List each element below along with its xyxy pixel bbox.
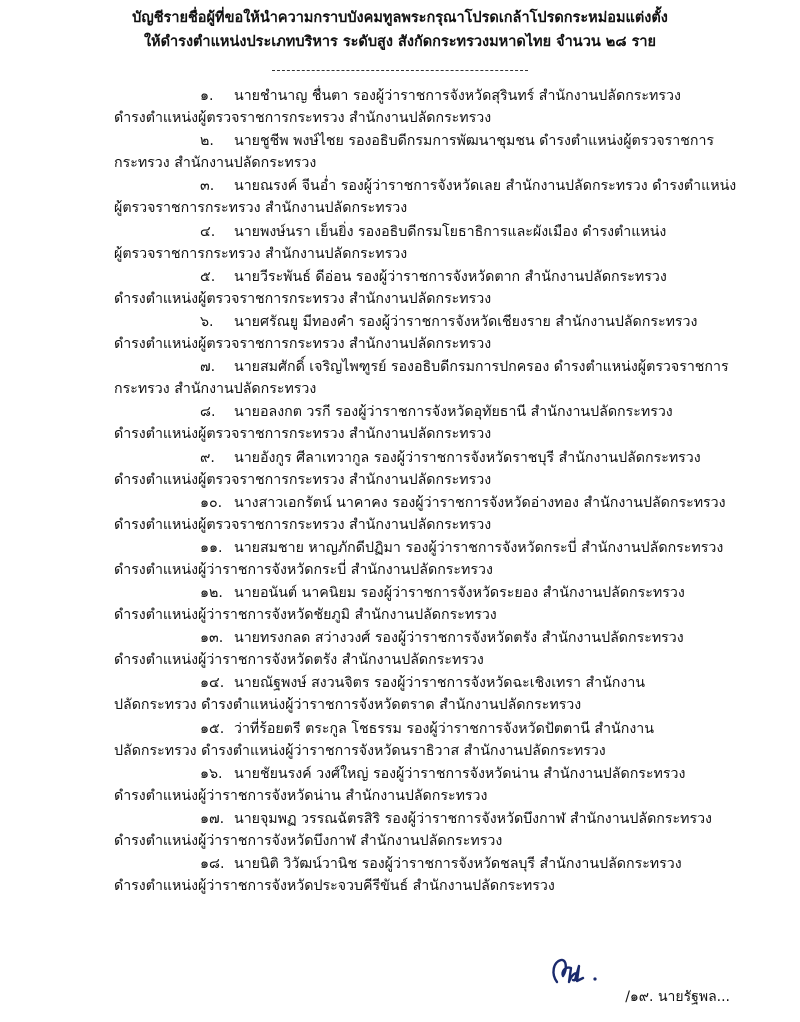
document-title-line-1: บัญชีรายชื่อผู้ที่ขอให้นำความกราบบังคมทูลพระกรุณาโปรดเกล้าโปรดกระหม่อมแต่งตั้ง (132, 10, 668, 26)
entry-text: นายพงษ์นรา เย็นยิ่ง รองอธิบดีกรมโยธาธิการและผังเมือง ดำรงตำแหน่ง (234, 223, 667, 240)
entry-second-line: ดำรงตำแหน่งผู้ตรวจราชการกระทรวง สำนักงานปลัดกระทรวง (114, 110, 492, 126)
entry-first-line (200, 356, 760, 378)
entry-text: นายอนันต์ นาคนิยม รองผู้ว่าราชการจังหวัดระยอง สำนักงานปลัดกระทรวง (234, 585, 685, 602)
list-item (0, 532, 800, 577)
title-divider (272, 70, 528, 71)
list-item (0, 622, 800, 667)
list-item (0, 170, 800, 215)
entry-number: ๑๖. (200, 765, 223, 782)
entry-second-line: ดำรงตำแหน่งผู้ตรวจราชการกระทรวง สำนักงานปลัดกระทรวง (114, 471, 492, 488)
entry-number: ๑. (200, 88, 214, 104)
entry-first-line (200, 492, 760, 514)
entry-number: ๔. (200, 223, 216, 240)
list-item (0, 758, 800, 803)
entry-text: นายชูชีพ พงษ์ไชย รองอธิบดีกรมการพัฒนาชุมชน ดำรงตำแหน่งผู้ตรวจราชการ (234, 133, 715, 150)
list-item (0, 803, 800, 848)
list-item (0, 306, 800, 351)
entry-text: นายจุมพฏ วรรณฉัตรสิริ รองผู้ว่าราชการจังหวัดบึงกาฬ สำนักงานปลัดกระทรวง (234, 811, 712, 827)
entry-number: ๓. (200, 178, 215, 195)
entry-second-line: ดำรงตำแหน่งผู้ตรวจราชการกระทรวง สำนักงานปลัดกระทรวง (114, 335, 492, 352)
list-item (0, 80, 800, 125)
entry-second-line: ดำรงตำแหน่งผู้ตรวจราชการกระทรวง สำนักงานปลัดกระทรวง (114, 290, 492, 307)
entry-first-line (200, 130, 760, 152)
entry-first-line (200, 311, 760, 333)
list-item (0, 667, 800, 712)
continuation-note: /๑๙. นายรัฐพล... (625, 989, 730, 1005)
document-title-line-2: ให้ดำรงตำแหน่งประเภทบริหาร ระดับสูง สังกัดกระทรวงมหาดไทย จำนวน ๒๘ ราย (143, 34, 657, 50)
entry-first-line (200, 401, 760, 423)
entry-number: ๑๐. (200, 494, 223, 511)
entry-second-line: กระทรวง สำนักงานปลัดกระทรวง (114, 155, 317, 172)
entry-first-line (200, 537, 760, 559)
list-item (0, 351, 800, 396)
signature-mark (545, 952, 635, 992)
entry-first-line (200, 718, 760, 740)
entry-text: นายนิติ วิวัฒน์วานิช รองผู้ว่าราชการจังหวัดชลบุรี สำนักงานปลัดกระทรวง (234, 856, 682, 873)
entry-number: ๙. (200, 449, 215, 466)
entry-second-line: ผู้ตรวจราชการกระทรวง สำนักงานปลัดกระทรวง (114, 245, 408, 262)
entry-number: ๑๒. (200, 585, 223, 602)
entry-second-line: ดำรงตำแหน่งผู้ว่าราชการจังหวัดน่าน สำนักงานปลัดกระทรวง (114, 787, 488, 804)
list-item (0, 261, 800, 306)
entry-first-line (200, 763, 760, 785)
entry-text: นายชำนาญ ชื่นตา รองผู้ว่าราชการจังหวัดสุรินทร์ สำนักงานปลัดกระทรวง (234, 88, 681, 104)
entry-text: นางสาวเอกรัตน์ นาคาคง รองผู้ว่าราชการจังหวัดอ่างทอง สำนักงานปลัดกระทรวง (234, 494, 726, 511)
entry-first-line (200, 85, 760, 107)
entry-second-line: ผู้ตรวจราชการกระทรวง สำนักงานปลัดกระทรวง (114, 200, 408, 217)
entry-number: ๑๑. (200, 539, 223, 556)
entry-second-line: ดำรงตำแหน่งผู้ว่าราชการจังหวัดชัยภูมิ สำนักงานปลัดกระทรวง (114, 607, 497, 624)
entry-text: นายสมชาย หาญภักดีปฏิมา รองผู้ว่าราชการจังหวัดกระบี่ สำนักงานปลัดกระทรวง (234, 539, 724, 556)
entry-first-line (200, 447, 760, 469)
entry-text: นายอังกูร ศีลาเทวากูล รองผู้ว่าราชการจังหวัดราชบุรี สำนักงานปลัดกระทรวง (234, 449, 701, 466)
list-item (0, 713, 800, 758)
entry-first-line (200, 853, 760, 875)
entry-number: ๑๗. (200, 811, 225, 827)
appointee-list (0, 80, 800, 893)
entry-text: นายชัยนรงค์ วงศ์ใหญ่ รองผู้ว่าราชการจังหวัดน่าน สำนักงานปลัดกระทรวง (234, 765, 686, 782)
entry-second-line: ปลัดกระทรวง ดำรงตำแหน่งผู้ว่าราชการจังหวัดตราด สำนักงานปลัดกระทรวง (114, 697, 582, 714)
entry-number: ๒. (200, 133, 214, 150)
entry-first-line (200, 808, 760, 830)
entry-number: ๑๓. (200, 630, 224, 647)
entry-number: ๑๘. (200, 856, 225, 873)
entry-number: ๖. (200, 313, 214, 330)
entry-number: ๗. (200, 359, 216, 376)
entry-first-line (200, 266, 760, 288)
entry-text: นายทรงกลด สว่างวงศ์ รองผู้ว่าราชการจังหวัดตรัง สำนักงานปลัดกระทรวง (234, 630, 684, 647)
entry-second-line: ปลัดกระทรวง ดำรงตำแหน่งผู้ว่าราชการจังหวัดนราธิวาส สำนักงานปลัดกระทรวง (114, 742, 606, 759)
entry-second-line: กระทรวง สำนักงานปลัดกระทรวง (114, 381, 317, 398)
entry-number: ๑๕. (200, 720, 225, 737)
entry-text: ว่าที่ร้อยตรี ตระกูล โชธรรม รองผู้ว่าราชการจังหวัดปัตตานี สำนักงาน (234, 720, 654, 737)
list-item (0, 396, 800, 441)
entry-text: นายณรงค์ จีนอ่ำ รองผู้ว่าราชการจังหวัดเลย สำนักงานปลัดกระทรวง ดำรงตำแหน่ง (234, 178, 737, 195)
entry-first-line (200, 175, 760, 197)
list-item (0, 848, 800, 893)
entry-second-line: ดำรงตำแหน่งผู้ว่าราชการจังหวัดตรัง สำนักงานปลัดกระทรวง (114, 652, 484, 669)
entry-second-line: ดำรงตำแหน่งผู้ว่าราชการจังหวัดประจวบคีรีขันธ์ สำนักงานปลัดกระทรวง (114, 878, 555, 895)
list-item (0, 216, 800, 261)
entry-first-line (200, 627, 760, 649)
entry-second-line: ดำรงตำแหน่งผู้ว่าราชการจังหวัดบึงกาฬ สำนักงานปลัดกระทรวง (114, 833, 503, 849)
entry-number: ๑๔. (200, 675, 225, 692)
list-item (0, 577, 800, 622)
entry-text: นายสมศักดิ์ เจริญไพฑูรย์ รองอธิบดีกรมการปกครอง ดำรงตำแหน่งผู้ตรวจราชการ (234, 359, 729, 376)
entry-first-line (200, 672, 760, 694)
entry-first-line (200, 582, 760, 604)
entry-second-line: ดำรงตำแหน่งผู้ตรวจราชการกระทรวง สำนักงานปลัดกระทรวง (114, 516, 492, 533)
entry-text: นายวีระพันธ์ ดีอ่อน รองผู้ว่าราชการจังหวัดตาก สำนักงานปลัดกระทรวง (234, 268, 667, 285)
entry-text: นายศรัณยู มีทองคำ รองผู้ว่าราชการจังหวัดเชียงราย สำนักงานปลัดกระทรวง (234, 313, 698, 330)
entry-second-line: ดำรงตำแหน่งผู้ตรวจราชการกระทรวง สำนักงานปลัดกระทรวง (114, 426, 492, 443)
list-item (0, 487, 800, 532)
entry-second-line: ดำรงตำแหน่งผู้ว่าราชการจังหวัดกระบี่ สำนักงานปลัดกระทรวง (114, 561, 493, 578)
entry-number: ๘. (200, 404, 216, 421)
entry-first-line (200, 221, 760, 243)
entry-text: นายอลงกต วรกี รองผู้ว่าราชการจังหวัดอุทัยธานี สำนักงานปลัดกระทรวง (234, 404, 673, 421)
entry-number: ๕. (200, 268, 216, 285)
list-item (0, 125, 800, 170)
list-item (0, 442, 800, 487)
entry-text: นายณัฐพงษ์ สงวนจิตร รองผู้ว่าราชการจังหวัดฉะเชิงเทรา สำนักงาน (234, 675, 645, 692)
